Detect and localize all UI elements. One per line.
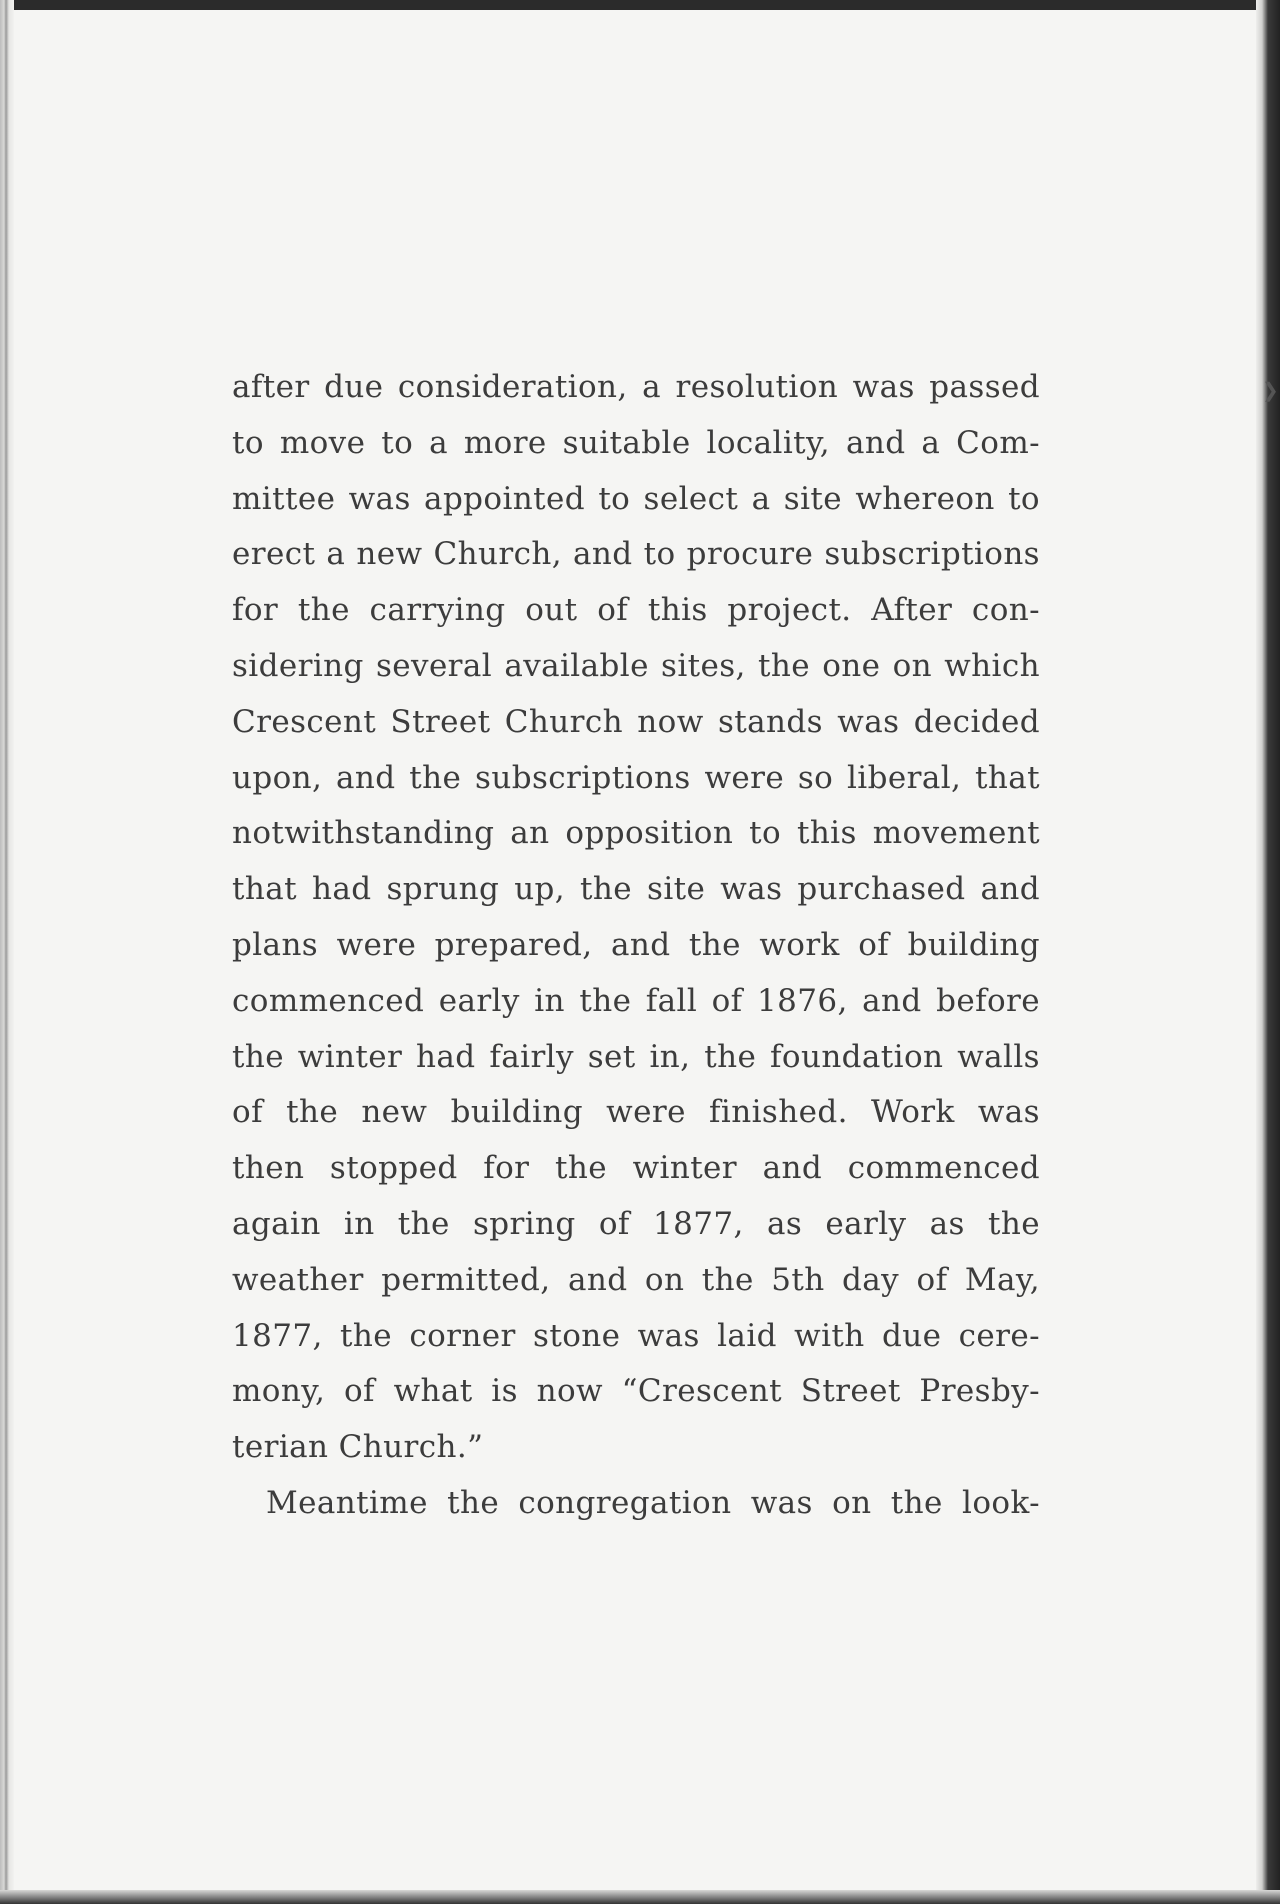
page-right-edge [1256,0,1280,1904]
text-line: mony, of what is now “Crescent Street Presby- [232,1373,1040,1410]
text-line: notwithstanding an opposition to this movement [232,815,1040,852]
text-line: commenced early in the fall of 1876, and before [232,982,1040,1019]
text-line: mittee was appointed to select a site whereon to [232,480,1040,517]
margin-mark: ❯ [1262,378,1279,402]
text-line: after due consideration, a resolution was passed [232,369,1040,405]
text-line: erect a new Church, and to procure subscriptions [232,536,1040,573]
text-line: terian Church.” [232,1429,484,1466]
text-line: then stopped for the winter and commenced [232,1150,1040,1187]
text-line: that had sprung up, the site was purchased and [232,871,1040,908]
paragraph-2 [232,1476,1040,1532]
page-bottom-edge [0,1890,1280,1904]
text-line: for the carrying out of this project. After con- [232,592,1040,629]
text-line: to move to a more suitable locality, and a Com- [232,424,1040,461]
body-text [232,360,1040,1532]
text-line: Crescent Street Church now stands was decided [232,703,1040,740]
page-left-edge [0,0,14,1904]
text-line: again in the spring of 1877, as early as the [232,1205,1040,1242]
text-line: 1877, the corner stone was laid with due cere- [232,1317,1040,1354]
paragraph-1 [232,360,1040,1476]
text-line: plans were prepared, and the work of building [232,926,1040,963]
text-line: sidering several available sites, the one on which [232,647,1040,684]
text-line: Meantime the congregation was on the look- [266,1484,1040,1521]
text-line: weather permitted, and on the 5th day of May, [232,1261,1040,1298]
text-line: the winter had fairly set in, the foundation walls [232,1038,1040,1075]
text-line: upon, and the subscriptions were so liberal, that [232,759,1040,796]
text-line: of the new building were finished. Work was [232,1094,1040,1131]
